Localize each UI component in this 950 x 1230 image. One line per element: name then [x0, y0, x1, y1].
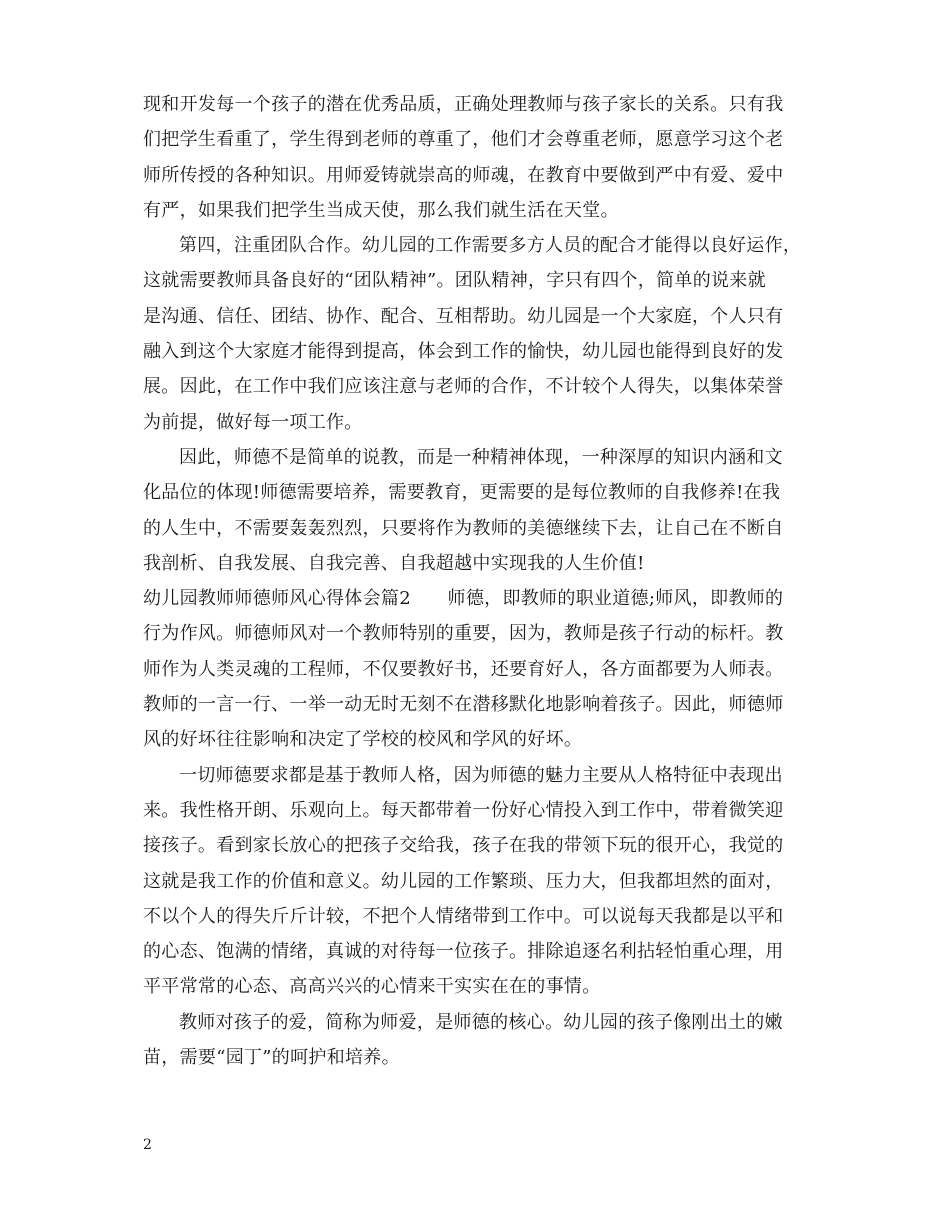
text-line: 是沟通、信任、团结、协作、配合、互相帮助。幼儿园是一个大家庭，个人只有 [143, 305, 784, 327]
text-line: 现和开发每一个孩子的潜在优秀品质，正确处理教师与孩子家长的关系。只有我 [143, 94, 784, 115]
document-body [143, 87, 823, 1075]
text-line: 这就需要教师具备良好的“团队精神”。团队精神，字只有四个，简单的说来就 [143, 270, 766, 292]
text-line: 融入到这个大家庭才能得到提高，体会到工作的愉快，幼儿园也能得到良好的发 [143, 341, 784, 363]
text-line: 苗，需要“园丁”的呵护和培养。 [143, 1047, 400, 1069]
text-line: 师所传授的各种知识。用师爱铸就崇高的师魂，在教育中要做到严中有爱、爱中 [143, 164, 784, 186]
text-line: 平平常常的心态、高高兴兴的心情来干实实在在的事情。 [143, 976, 601, 998]
text-line: 的人生中，不需要轰轰烈烈，只要将作为教师的美德继续下去，让自己在不断自 [143, 517, 784, 539]
text-line: 教师对孩子的爱，简称为师爱，是师德的核心。幼儿园的孩子像刚出土的嫩 [179, 1011, 783, 1033]
text-line: 师作为人类灵魂的工程师，不仅要教好书，还要育好人，各方面都要为人师表。 [143, 658, 784, 680]
text-line: 一切师德要求都是基于教师人格，因为师德的魅力主要从人格特征中表现出 [179, 764, 783, 786]
text-line: 的心态、饱满的情绪，真诚的对待每一位孩子。排除追逐名利拈轻怕重心理，用 [143, 941, 784, 963]
text-line: 这就是我工作的价值和意义。幼儿园的工作繁琐、压力大，但我都坦然的面对， [143, 870, 784, 892]
text-line: 风的好坏往往影响和决定了学校的校风和学风的好坏。 [143, 729, 583, 751]
text-line: 行为作风。师德师风对一个教师特别的重要，因为，教师是孩子行动的标杆。教 [143, 623, 784, 645]
text-line: 为前提，做好每一项工作。 [143, 411, 363, 433]
text-line: 展。因此，在工作中我们应该注意与老师的合作，不计较个人得失，以集体荣誉 [143, 376, 784, 398]
text-line: 幼儿园教师师德师风心得体会篇2 师德，即教师的职业道德;师风，即教师的 [143, 588, 784, 610]
text-line: 来。我性格开朗、乐观向上。每天都带着一份好心情投入到工作中，带着微笑迎 [143, 799, 784, 821]
text-line: 我剖析、自我发展、自我完善、自我超越中实现我的人生价值! [143, 552, 645, 574]
text-line: 有严，如果我们把学生当成天使，那么我们就生活在天堂。 [143, 199, 619, 221]
text-line: 教师的一言一行、一举一动无时无刻不在潜移默化地影响着孩子。因此，师德师 [143, 694, 784, 716]
text-line: 化品位的体现!师德需要培养，需要教育，更需要的是每位教师的自我修养!在我 [143, 482, 781, 504]
text-line: 们把学生看重了，学生得到老师的尊重了，他们才会尊重老师，愿意学习这个老 [143, 129, 784, 151]
page-number: 2 [143, 1137, 152, 1153]
text-line: 接孩子。看到家长放心的把孩子交给我，孩子在我的带领下玩的很开心，我觉的 [143, 835, 784, 857]
text-line: 不以个人的得失斤斤计较，不把个人情绪带到工作中。可以说每天我都是以平和 [143, 905, 784, 927]
text-line: 因此，师德不是简单的说教，而是一种精神体现，一种深厚的知识内涵和文 [179, 446, 783, 468]
text-line: 第四，注重团队合作。幼儿园的工作需要多方人员的配合才能得以良好运作， [179, 235, 802, 257]
